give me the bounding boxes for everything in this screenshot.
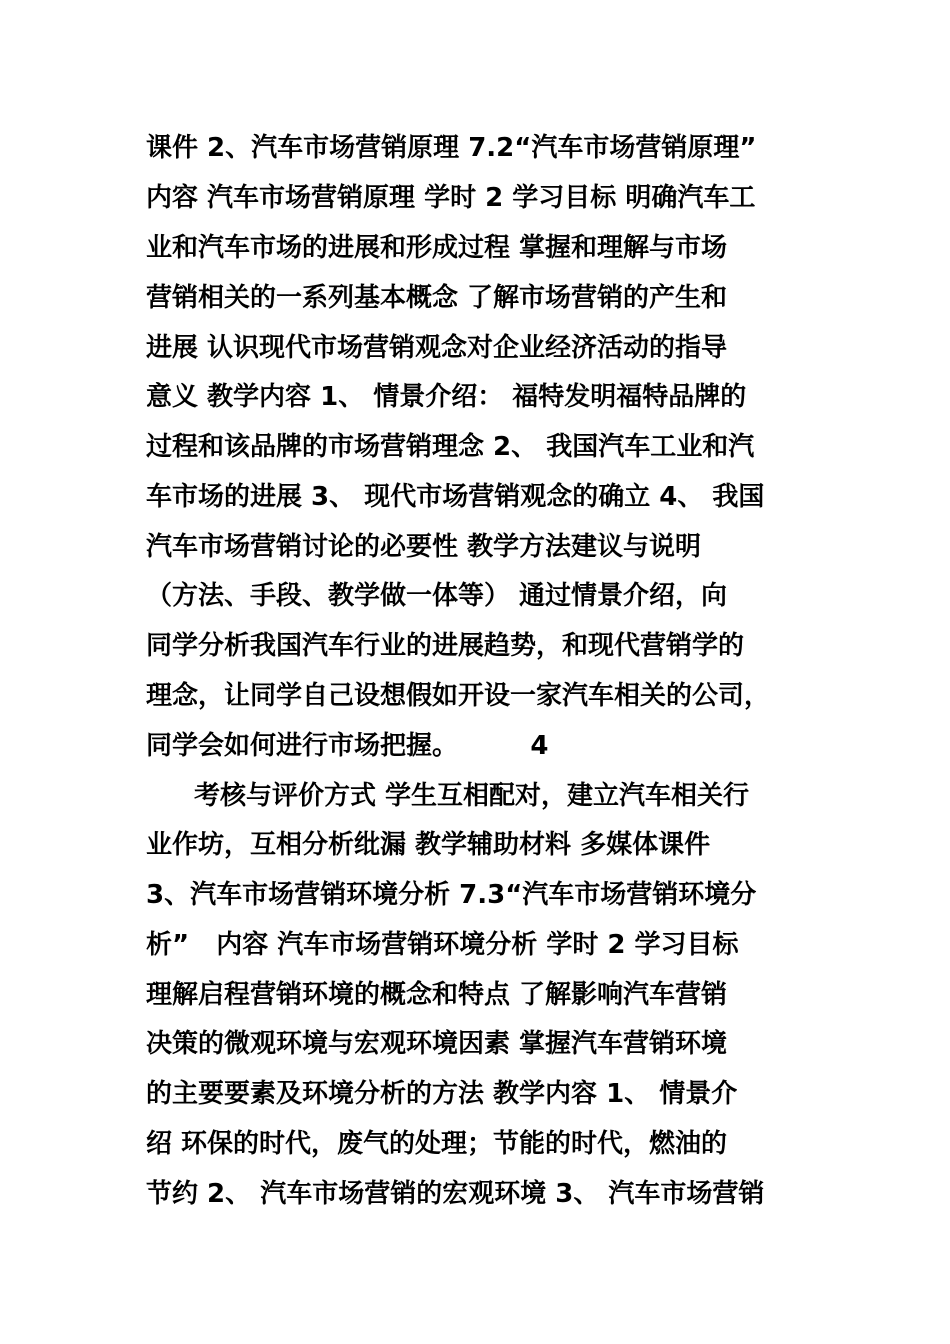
text-line: 意义 教学内容 1、 情景介绍： 福特发明福特品牌的 (146, 382, 747, 412)
text-line: 业和汽车市场的进展和形成过程 掌握和理解与市场 (146, 233, 728, 263)
text-line: 的主要要素及环境分析的方法 教学内容 1、 情景介 (146, 1079, 738, 1109)
text-line: 内容 汽车市场营销原理 学时 2 学习目标 明确汽车工 (146, 183, 756, 213)
text-line: 节约 2、 汽车市场营销的宏观环境 3、 汽车市场营销 (146, 1179, 765, 1209)
text-line: 营销相关的一系列基本概念 了解市场营销的产生和 (146, 283, 728, 313)
text-line: 理念，让同学自己设想假如开设一家汽车相关的公司， (146, 681, 771, 711)
text-line: 汽车市场营销讨论的必要性 教学方法建议与说明 (146, 532, 702, 562)
text-line: 业作坊，互相分析纰漏 教学辅助材料 多媒体课件 (146, 830, 711, 860)
text-line: 同学会如何进行市场把握。 4 (146, 731, 549, 761)
text-line: 考核与评价方式 学生互相配对，建立汽车相关行 (194, 781, 750, 811)
text-line: 过程和该品牌的市场营销理念 2、 我国汽车工业和汽 (146, 432, 755, 462)
text-line: 课件 2、汽车市场营销原理 7.2“汽车市场营销原理” (146, 133, 757, 163)
text-line: 车市场的进展 3、 现代市场营销观念的确立 4、 我国 (146, 482, 765, 512)
text-line: 进展 认识现代市场营销观念对企业经济活动的指导 (146, 333, 728, 363)
text-line: 3、汽车市场营销环境分析 7.3“汽车市场营销环境分 (146, 880, 757, 910)
text-line: 决策的微观环境与宏观环境因素 掌握汽车营销环境 (146, 1029, 728, 1059)
text-line: （方法、手段、教学做一体等） 通过情景介绍，向 (146, 581, 728, 611)
text-line: 绍 环保的时代，废气的处理；节能的时代，燃油的 (146, 1129, 728, 1159)
text-line: 析” 内容 汽车市场营销环境分析 学时 2 学习目标 (146, 930, 739, 960)
text-line: 理解启程营销环境的概念和特点 了解影响汽车营销 (146, 980, 728, 1010)
text-line: 同学分析我国汽车行业的进展趋势，和现代营销学的 (146, 631, 745, 661)
